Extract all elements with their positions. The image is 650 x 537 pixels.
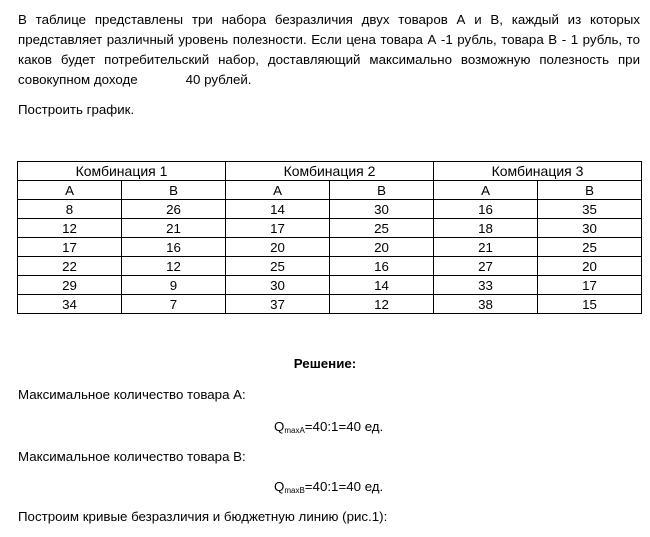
- indifference-sets-table: [17, 161, 642, 314]
- formula-max-b: [274, 478, 383, 500]
- problem-line-2: представляет различный уровень полезности. Если цена товара А -1 рубль, товара В - 1 рубль, то: [18, 32, 640, 47]
- problem-line-4-end: 40 рублей.: [185, 72, 252, 87]
- table-cell: 8: [18, 200, 122, 219]
- table-cell: 15: [538, 295, 642, 314]
- table-cell: 27: [434, 257, 538, 276]
- max-a-label: Максимальное количество товара А:: [18, 387, 246, 402]
- table-cell: 25: [226, 257, 330, 276]
- formula-b-rest: =40:1=40 ед.: [304, 479, 384, 494]
- group-header-1: Комбинация 1: [18, 162, 226, 181]
- problem-statement: [18, 10, 640, 90]
- formula-a-base: Q: [274, 419, 285, 434]
- table-cell: 25: [538, 238, 642, 257]
- table-cell: 9: [122, 276, 226, 295]
- table-row: [18, 276, 642, 295]
- subheader-cell: А: [434, 181, 538, 200]
- table-cell: 30: [330, 200, 434, 219]
- subheader-cell: А: [226, 181, 330, 200]
- table-subheader-row: [18, 181, 642, 200]
- table-cell: 35: [538, 200, 642, 219]
- problem-line-4: [18, 70, 640, 90]
- table-cell: 20: [226, 238, 330, 257]
- table-cell: 16: [330, 257, 434, 276]
- table-cell: 14: [226, 200, 330, 219]
- closing-sentence: Построим кривые безразличия и бюджетную линию (рис.1):: [18, 509, 388, 524]
- problem-line-4-start: совокупном доходе: [18, 72, 138, 87]
- table-cell: 29: [18, 276, 122, 295]
- problem-line-1: В таблице представлены три набора безразличия двух товаров А и В, каждый из которых: [18, 12, 640, 27]
- table-cell: 26: [122, 200, 226, 219]
- table-cell: 12: [122, 257, 226, 276]
- max-b-label: Максимальное количество товара В:: [18, 449, 246, 464]
- table-cell: 21: [122, 219, 226, 238]
- table-cell: 17: [538, 276, 642, 295]
- table-cell: 17: [18, 238, 122, 257]
- formula-b-base: Q: [274, 479, 285, 494]
- table-cell: 14: [330, 276, 434, 295]
- table-cell: 21: [434, 238, 538, 257]
- table-cell: 30: [226, 276, 330, 295]
- table-row: [18, 219, 642, 238]
- subheader-cell: В: [122, 181, 226, 200]
- table-cell: 37: [226, 295, 330, 314]
- table-row: [18, 257, 642, 276]
- table-cell: 18: [434, 219, 538, 238]
- table-cell: 12: [18, 219, 122, 238]
- table-cell: 34: [18, 295, 122, 314]
- table-cell: 30: [538, 219, 642, 238]
- table-cell: 12: [330, 295, 434, 314]
- table-cell: 20: [538, 257, 642, 276]
- subheader-cell: В: [330, 181, 434, 200]
- table-cell: 16: [434, 200, 538, 219]
- group-header-2: Комбинация 2: [226, 162, 434, 181]
- table-cell: 7: [122, 295, 226, 314]
- table-cell: 22: [18, 257, 122, 276]
- table-cell: 16: [122, 238, 226, 257]
- table-row: [18, 238, 642, 257]
- table-row: [18, 295, 642, 314]
- table-cell: 38: [434, 295, 538, 314]
- group-header-3: Комбинация 3: [434, 162, 642, 181]
- subheader-cell: А: [18, 181, 122, 200]
- table-row: [18, 200, 642, 219]
- solution-heading: Решение:: [293, 356, 357, 371]
- subheader-cell: В: [538, 181, 642, 200]
- formula-b-subscript: maxB: [284, 486, 305, 495]
- table-cell: 25: [330, 219, 434, 238]
- formula-max-a: [274, 418, 383, 440]
- table-group-header-row: [18, 162, 642, 181]
- formula-a-rest: =40:1=40 ед.: [304, 419, 384, 434]
- table-cell: 17: [226, 219, 330, 238]
- task-instruction: Построить график.: [18, 102, 135, 117]
- table-cell: 33: [434, 276, 538, 295]
- problem-line-3: каков будет потребительский набор, доставляющий максимально возможную полезность при: [18, 52, 640, 67]
- formula-a-subscript: maxA: [284, 426, 305, 435]
- table-cell: 20: [330, 238, 434, 257]
